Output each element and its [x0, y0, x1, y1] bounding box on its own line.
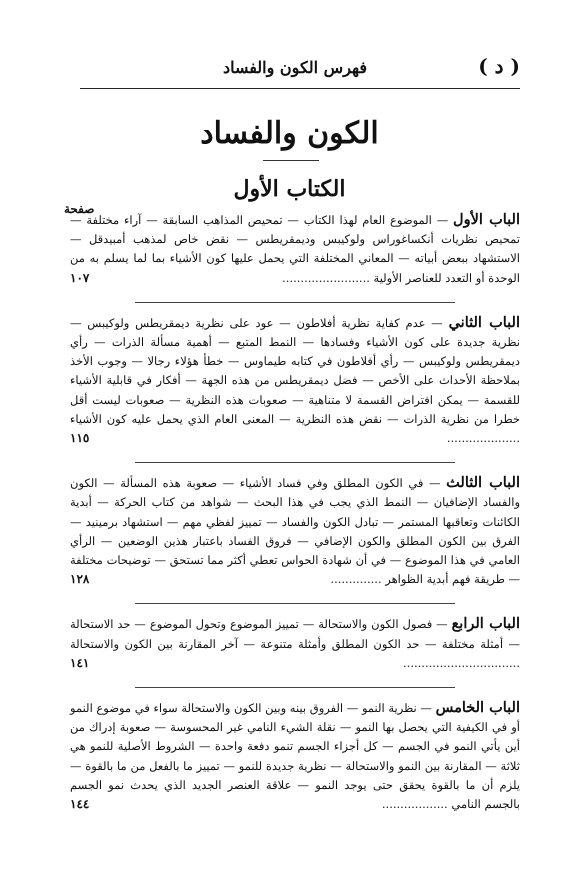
contents-entry — [70, 210, 520, 288]
entry-text-block: الباب الخامس — نظرية النمو — الفروق بينه وبين الكون والاستحالة سواء في موضوع النمو أو في الكيفية التي يحصل بها النمو — نقلة الشيء النامي غير المحسوسة — صعوبة إدراك من أين يأتي النمو في الجسم — كل أجزاء الجسم تنمو دفعة واحدة — الشروط الأصلية للنمو هي ثلاثة — المقارنة بين النمو والاستحالة — نظرية جديدة للنمو — تمييز ما بالفعل من ما بالقوة — يلزم أن ما بالقوة يحقق حتى يوجد النمو — علاقة العنصر الجديد الذي يحدث نمو الجسم بالجسم النامي .................. — [70, 699, 521, 812]
chapter-title: الباب الثالث — [446, 474, 520, 492]
entry-text-block: الباب الثاني — عدم كفاية نظرية أفلاطون — عود على نظرية ديمقريطس ولوكيبس — نظرية جديدة على كون الأشياء وفسادها — النمط المتبع — أهمية مسألة الذرات — رأي ديمقريطس ولوكيبس — رأي أفلاطون في كتابه طيماوس — خطأ هؤلاء رجالا — وجوب الأخذ بملاحظة الأحداث على الأخص — فضل ديمقريطس من هذه الجهة — أفكار في قابلية الأشياء للقسمة — يمكن افتراض القسمة لا متناهية — صعوبات هذه النظرية — صعوبات ليست أقل خطرا من نظرية الذرات — نقض هذه النظرية — المعنى العام الذي يحمل عليه كون الأشياء .................... — [70, 313, 521, 446]
chapter-title: الباب الرابع — [451, 615, 520, 633]
entry-divider — [135, 687, 455, 688]
chapter-summary: في الكون المطلق وفي فساد الأشياء — صعوبة هذه المسألة — الكون والفساد الإضافيان — النمط الذي يجب في هذا البحث — شواهد من كتاب الحركة — أبدية الكائنات وتعاقبها المستمر — تبادل الكون والفساد — تمييز لفظي مهم — استشهاد برمينيد — الفرق بين الكون المطلق والكون الإضافي — فروق الفساد باعتبار هذين الوضعين — الرأي العامي في هذا الموضوع — في أن شهادة الحواس تعطي أكثر مما تستحق — توضيحات مختلفة — طريقة فهم أبدية الظواهر — [70, 476, 520, 587]
contents-entry — [70, 473, 520, 589]
entry-divider — [135, 462, 455, 463]
entry-text-block: الباب الثالث — في الكون المطلق وفي فساد الأشياء — صعوبة هذه المسألة — الكون والفساد الإضافيان — النمط الذي يجب في هذا البحث — شواهد من كتاب الحركة — أبدية الكائنات وتعاقبها المستمر — تبادل الكون والفساد — تمييز لفظي مهم — استشهاد برمينيد — الفرق بين الكون المطلق والكون الإضافي — فروق الفساد باعتبار هذين الوضعين — الرأي العامي في هذا الموضوع — في أن شهادة الحواس تعطي أكثر مما تستحق — توضيحات مختلفة — طريقة فهم أبدية الظواهر .............. — [70, 474, 520, 587]
title-divider — [263, 160, 319, 161]
chapter-summary: الموضوع العام لهذا الكتاب — تمحيص المذاهب السابقة — آراء مختلفة — تمحيص نظريات أنكساغوراس ولوكيبس وديمقريطس — نقض خاص لمذهب أمبيدقل — الاستشهاد ببعض أبياته — المعاني المختلفة التي يحمل عليها كون الأشياء بما لما يسلم به من الوحدة أو التعدد للعناصر الأولية — [70, 213, 520, 285]
entry-text-block: الباب الأول — الموضوع العام لهذا الكتاب — تمحيص المذاهب السابقة — آراء مختلفة — تمحيص نظريات أنكساغوراس ولوكيبس وديمقريطس — نقض خاص لمذهب أمبيدقل — الاستشهاد ببعض أبياته — المعاني المختلفة التي يحمل عليها كون الأشياء بما لما يسلم به من الوحدة أو التعدد للعناصر الأولية ........................ — [70, 211, 520, 285]
page-number-marker: ( د ) — [478, 54, 520, 78]
page-number: ١٤١ — [70, 655, 90, 670]
contents-entry — [70, 614, 520, 673]
entry-divider — [135, 603, 455, 604]
entry-divider — [135, 302, 455, 303]
entry-text-block: الباب الرابع — فصول الكون والاستحالة — تمييز الموضوع وتحول الموضوع — حد الاستحالة — أمثلة مختلفة — حد الكون المطلق وأمثلة متنوعة — آخر المقارنة بين الكون والاستحالة ................................ — [70, 615, 520, 670]
chapter-summary: فصول الكون والاستحالة — تمييز الموضوع وتحول الموضوع — حد الاستحالة — أمثلة مختلفة — حد الكون المطلق وأمثلة متنوعة — آخر المقارنة بين الكون والاستحالة — [70, 617, 520, 651]
page-number: ١٢٨ — [70, 572, 90, 587]
header-divider — [80, 88, 520, 89]
book-title: الكون والفساد — [200, 116, 379, 151]
running-title: فهرس الكون والفساد — [222, 58, 368, 77]
page-number: ١١٥ — [70, 431, 90, 446]
contents-entry — [70, 313, 520, 448]
chapter-title: الباب الثاني — [448, 313, 521, 331]
part-title: الكتاب الأول — [233, 176, 346, 202]
chapter-title: الباب الأول — [453, 211, 520, 228]
contents-entry — [70, 698, 520, 814]
contents-list — [70, 210, 520, 814]
chapter-title: الباب الخامس — [435, 699, 521, 717]
page-number: ١٤٤ — [70, 797, 90, 812]
running-header — [70, 54, 520, 82]
chapter-summary: نظرية النمو — الفروق بينه وبين الكون والاستحالة سواء في موضوع النمو أو في الكيفية التي يحصل بها النمو — نقلة الشيء النامي غير المحسوسة — صعوبة إدراك من أين يأتي النمو في الجسم — كل أجزاء الجسم تنمو دفعة واحدة — الشروط الأصلية للنمو هي ثلاثة — المقارنة بين النمو والاستحالة — نظرية جديدة للنمو — تمييز ما بالفعل من ما بالقوة — يلزم أن ما بالقوة يحقق حتى يوجد النمو — علاقة العنصر الجديد الذي يحدث نمو الجسم بالجسم النامي — [70, 701, 520, 812]
page-number: ١٠٧ — [70, 270, 90, 285]
chapter-summary: عدم كفاية نظرية أفلاطون — عود على نظرية ديمقريطس ولوكيبس — نظرية جديدة على كون الأشياء وفسادها — النمط المتبع — أهمية مسألة الذرات — رأي ديمقريطس ولوكيبس — رأي أفلاطون في كتابه طيماوس — خطأ هؤلاء رجالا — وجوب الأخذ بملاحظة الأحداث على الأخص — فضل ديمقريطس من هذه الجهة — أفكار في قابلية الأشياء للقسمة — يمكن افتراض القسمة لا متناهية — صعوبات هذه النظرية — صعوبات ليست أقل خطرا من نظرية الذرات — نقض هذه النظرية — المعنى العام الذي يحمل عليه كون الأشياء — [70, 315, 520, 426]
page-column-label: صفحة — [64, 202, 95, 216]
